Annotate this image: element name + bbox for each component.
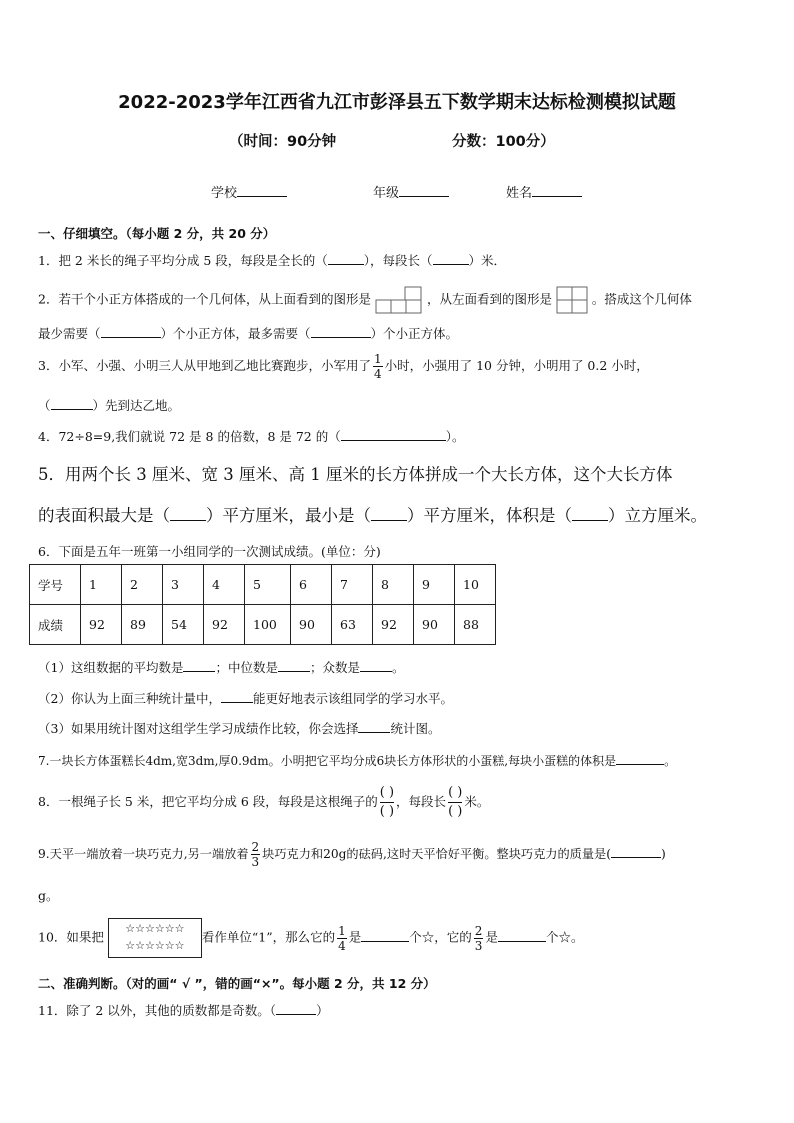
exam-time: （时间：90分钟 bbox=[229, 134, 337, 150]
q10-blank-1[interactable] bbox=[361, 928, 409, 942]
q2-blank-max[interactable] bbox=[311, 324, 371, 338]
q6-s1-text-b: ；中位数是 bbox=[215, 660, 278, 675]
q1-text-b: ），每段长（ bbox=[363, 253, 433, 268]
star-row-1: ☆☆☆☆☆☆ bbox=[125, 922, 185, 935]
table-cell: 7 bbox=[332, 565, 373, 605]
q10-f2-den: 3 bbox=[474, 938, 483, 953]
q2-text-e: ）个小正方体，最多需要（ bbox=[160, 326, 311, 341]
left-view-figure bbox=[556, 286, 588, 314]
table-cell: 10 bbox=[455, 565, 496, 605]
section1-title: 一、仔细填空。（每小题 2 分，共 20 分） bbox=[38, 226, 276, 241]
q8-blank-1-den: ( ) bbox=[379, 804, 395, 819]
table-cell: 9 bbox=[414, 565, 455, 605]
school-label: 学校 bbox=[211, 186, 238, 201]
q10-text-f: 个☆。 bbox=[545, 929, 584, 945]
q10-f1-num: 1 bbox=[338, 923, 346, 938]
question-5-line2 bbox=[38, 502, 707, 526]
q5-blank-volume[interactable] bbox=[572, 507, 608, 521]
q8-fraction-blank-2[interactable] bbox=[448, 784, 462, 821]
q6-s1-text-d: 。 bbox=[392, 660, 405, 675]
grade-label: 年级 bbox=[373, 186, 400, 201]
table-cell: 100 bbox=[245, 605, 291, 645]
table-cell: 6 bbox=[291, 565, 332, 605]
q4-blank[interactable] bbox=[341, 427, 446, 441]
q2-text-c: 。搭成这个几何体 bbox=[591, 291, 692, 307]
q10-f2-num: 2 bbox=[474, 923, 483, 938]
q10-text-b: 看作单位“1”，那么它的 bbox=[201, 929, 336, 945]
q10-f1-den: 4 bbox=[338, 938, 346, 953]
page-title: 2022-2023学年江西省九江市彭泽县五下数学期末达标检测模拟试题 bbox=[118, 92, 676, 113]
q5-text-b: ）平方厘米，最小是（ bbox=[206, 506, 371, 525]
q10-text-a: 10．如果把 bbox=[38, 929, 104, 945]
q3-frac-num: 1 bbox=[373, 352, 382, 366]
q6-blank-measure[interactable] bbox=[221, 689, 253, 703]
q5-text-d: ）立方厘米。 bbox=[608, 506, 707, 525]
question-8 bbox=[38, 784, 489, 821]
table-header: 学号 bbox=[30, 565, 81, 605]
star-box bbox=[108, 918, 202, 958]
question-3 bbox=[38, 352, 649, 381]
grade-field bbox=[373, 182, 449, 201]
q1-blank-1[interactable] bbox=[328, 251, 364, 265]
q9-text-a: 9.天平一端放着一块巧克力,另一端放着 bbox=[38, 847, 249, 861]
q5-text-a: 的表面积最大是（ bbox=[38, 506, 170, 525]
table-cell: 5 bbox=[245, 565, 291, 605]
school-blank[interactable] bbox=[237, 183, 287, 197]
q8-text-c: 米。 bbox=[464, 794, 490, 809]
q6-blank-chart[interactable] bbox=[358, 719, 390, 733]
q8-text-b: ，每段长 bbox=[396, 794, 447, 809]
section2-title: 二、准确判断。（对的画“ √ ”，错的画“×”。每小题 2 分，共 12 分） bbox=[38, 976, 436, 991]
table-cell: 90 bbox=[414, 605, 455, 645]
q7-blank[interactable] bbox=[616, 751, 664, 765]
q9-frac-num: 2 bbox=[251, 840, 260, 854]
question-4 bbox=[38, 427, 464, 445]
table-cell: 88 bbox=[455, 605, 496, 645]
q10-fraction-2 bbox=[474, 924, 484, 953]
table-cell: 2 bbox=[122, 565, 163, 605]
question-5: 5．用两个长 3 厘米、宽 3 厘米、高 1 厘米的长方体拼成一个大长方体，这个大长方体 bbox=[38, 465, 673, 484]
q9-text-b: 块巧克力和20g的砝码,这时天平恰好平衡。整块巧克力的质量是( bbox=[262, 847, 611, 861]
table-cell: 8 bbox=[373, 565, 414, 605]
q10-text-d: 个☆，它的 bbox=[409, 929, 472, 945]
table-header: 成绩 bbox=[30, 605, 81, 645]
q8-fraction-blank-1[interactable] bbox=[380, 784, 394, 821]
q6-s3-text-b: 统计图。 bbox=[390, 721, 441, 736]
q2-text-b: ，从左面看到的图形是 bbox=[426, 291, 552, 307]
table-row-scores bbox=[30, 605, 496, 645]
q11-text-a: 11．除了 2 以外，其他的质数都是奇数。（ bbox=[38, 1003, 277, 1018]
q7-text-a: 7.一块长方体蛋糕长4dm,宽3dm,厚0.9dm。小明把它平均分成6块长方体形状的小蛋糕,每块小蛋糕的体积是 bbox=[38, 754, 617, 768]
q5-blank-min[interactable] bbox=[371, 507, 407, 521]
q1-text-a: 1．把 2 米长的绳子平均分成 5 段，每段是全长的（ bbox=[38, 253, 328, 268]
q2-blank-min[interactable] bbox=[101, 324, 161, 338]
q10-blank-2[interactable] bbox=[498, 928, 546, 942]
question-9-line2: g。 bbox=[38, 888, 59, 903]
q4-text-a: 4．72÷8=9,我们就说 72 是 8 的倍数，8 是 72 的（ bbox=[38, 429, 341, 444]
question-6-sub1 bbox=[38, 658, 405, 676]
table-cell: 1 bbox=[81, 565, 122, 605]
q1-blank-2[interactable] bbox=[433, 251, 469, 265]
q11-text-b: ） bbox=[316, 1003, 329, 1018]
name-label: 姓名 bbox=[506, 186, 533, 201]
table-cell: 54 bbox=[163, 605, 204, 645]
table-cell: 92 bbox=[204, 605, 245, 645]
question-11 bbox=[38, 1001, 329, 1019]
question-2 bbox=[38, 286, 692, 314]
school-field bbox=[211, 182, 287, 201]
name-blank[interactable] bbox=[532, 183, 582, 197]
q9-fraction bbox=[251, 840, 261, 869]
q9-text-c: ) bbox=[660, 847, 666, 861]
question-6-sub2 bbox=[38, 689, 453, 707]
q3-blank[interactable] bbox=[51, 396, 93, 410]
grade-blank[interactable] bbox=[399, 183, 449, 197]
question-6: 6．下面是五年一班第一小组同学的一次测试成绩。(单位：分) bbox=[38, 544, 381, 559]
q2-text-a: 2．若干个小正方体搭成的一个几何体，从上面看到的图形是 bbox=[38, 291, 371, 307]
q1-text-c: ）米． bbox=[468, 253, 507, 268]
q9-blank[interactable] bbox=[611, 844, 661, 858]
table-row-ids bbox=[30, 565, 496, 605]
table-cell: 63 bbox=[332, 605, 373, 645]
q3-fraction bbox=[373, 352, 383, 381]
q4-text-b: ）。 bbox=[445, 429, 465, 444]
question-10 bbox=[38, 918, 583, 958]
name-field bbox=[506, 182, 582, 201]
q5-text-c: ）平方厘米，体积是（ bbox=[407, 506, 572, 525]
q3-text-b: 小时，小强用了 10 分钟，小明用了 0.2 小时， bbox=[384, 358, 649, 373]
exam-score: 分数：100分） bbox=[452, 134, 555, 150]
q6-blank-mode[interactable] bbox=[360, 658, 392, 672]
q2-text-d: 最少需要（ bbox=[38, 326, 101, 341]
q10-fraction-1 bbox=[337, 924, 347, 953]
table-cell: 92 bbox=[81, 605, 122, 645]
q8-text-a: 8．一根绳子长 5 米，把它平均分成 6 段，每段是这根绳子的 bbox=[38, 794, 378, 809]
q10-text-e: 是 bbox=[485, 929, 498, 945]
q6-s1-text-c: ；众数是 bbox=[309, 660, 360, 675]
q6-blank-mean[interactable] bbox=[183, 658, 215, 672]
q6-s2-text-b: 能更好地表示该组同学的学习水平。 bbox=[252, 691, 453, 706]
q2-text-f: ）个小正方体。 bbox=[370, 326, 459, 341]
q11-blank[interactable] bbox=[276, 1001, 316, 1015]
q3-text-a: 3．小军、小强、小明三人从甲地到乙地比赛跑步，小军用了 bbox=[38, 358, 371, 373]
question-6-sub3 bbox=[38, 719, 440, 737]
star-row-2: ☆☆☆☆☆☆ bbox=[125, 939, 185, 952]
q8-blank-2-den: ( ) bbox=[448, 804, 463, 819]
q10-text-c: 是 bbox=[348, 929, 362, 945]
table-cell: 89 bbox=[122, 605, 163, 645]
question-3-line2 bbox=[38, 396, 180, 414]
q6-s2-text-a: （2）你认为上面三种统计量中， bbox=[38, 691, 221, 706]
q7-text-b: 。 bbox=[664, 754, 677, 768]
table-cell: 4 bbox=[204, 565, 245, 605]
top-view-figure bbox=[375, 286, 423, 314]
q3-frac-den: 4 bbox=[373, 367, 382, 381]
q5-blank-max[interactable] bbox=[170, 507, 206, 521]
q6-blank-median[interactable] bbox=[278, 658, 310, 672]
q9-frac-den: 3 bbox=[251, 855, 260, 869]
q8-blank-2-num: ( ) bbox=[448, 784, 462, 803]
q3-text-d: ）先到达乙地。 bbox=[92, 398, 181, 413]
question-9 bbox=[38, 840, 666, 869]
q6-s1-text-a: （1）这组数据的平均数是 bbox=[38, 660, 184, 675]
question-2-line2 bbox=[38, 324, 458, 342]
question-7 bbox=[38, 751, 676, 769]
table-cell: 92 bbox=[373, 605, 414, 645]
table-cell: 90 bbox=[291, 605, 332, 645]
table-cell: 3 bbox=[163, 565, 204, 605]
question-1 bbox=[38, 251, 506, 269]
q8-blank-1-num: ( ) bbox=[380, 784, 394, 803]
q6-s3-text-a: （3）如果用统计图对这组学生学习成绩作比较，你会选择 bbox=[38, 721, 359, 736]
score-table bbox=[29, 564, 496, 645]
q3-text-c: （ bbox=[38, 398, 51, 413]
